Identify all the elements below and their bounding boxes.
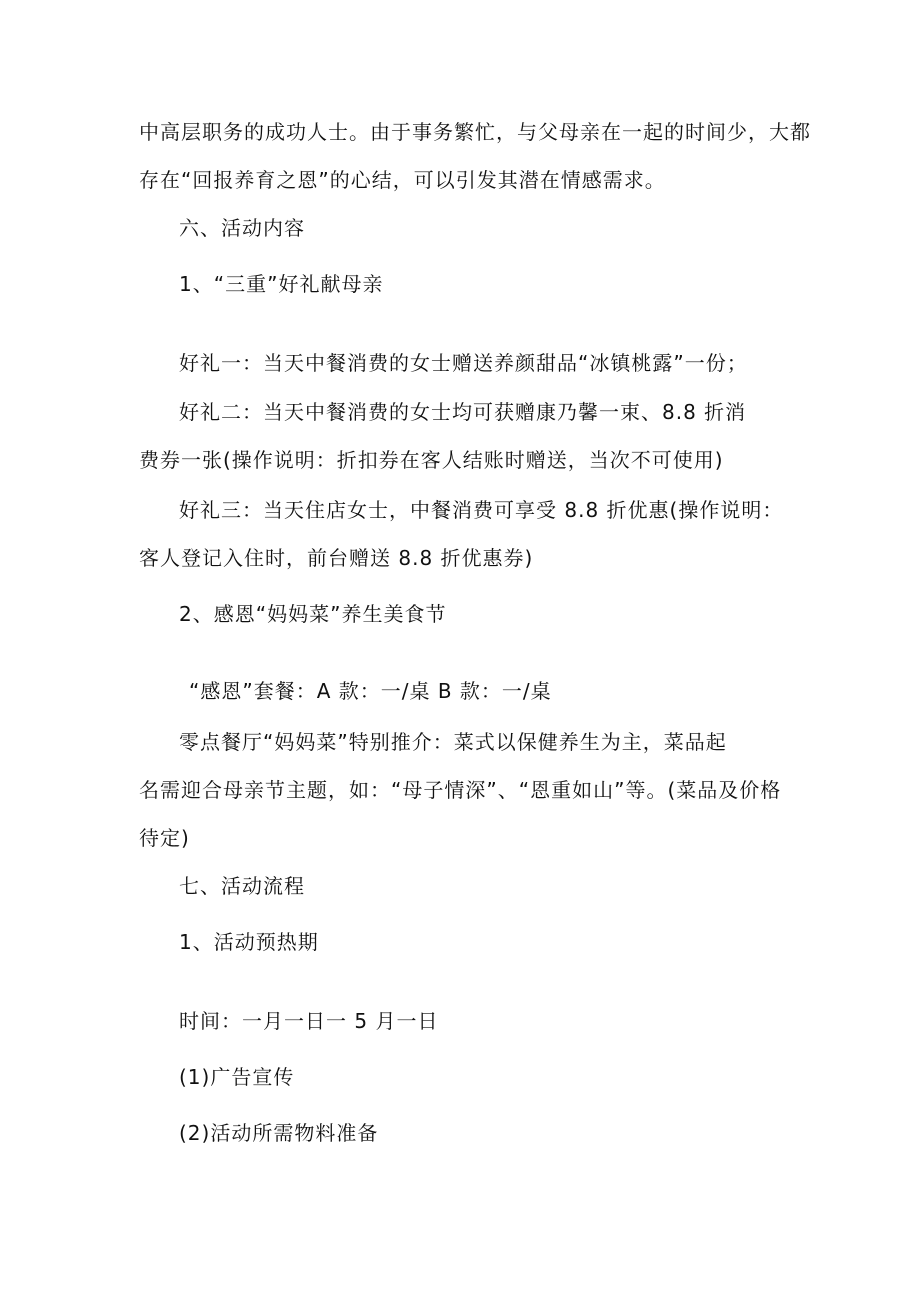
paragraph-line: 客人登记入住时，前台赠送 8.8 折优惠券) — [139, 546, 534, 570]
paragraph-line: 零点餐厅“妈妈菜”特别推介：菜式以保健养生为主，菜品起 — [179, 730, 727, 754]
paragraph-line: 待定) — [139, 826, 190, 850]
paragraph-line: 费券一张(操作说明：折扣券在客人结账时赠送，当次不可使用) — [139, 448, 724, 472]
section-heading: 六、活动内容 — [179, 216, 305, 240]
paragraph-line: 好礼一：当天中餐消费的女士赠送养颜甜品“冰镇桃露”一份； — [179, 351, 748, 375]
paragraph-line: 好礼二：当天中餐消费的女士均可获赠康乃馨一束、8.8 折消 — [179, 400, 747, 424]
subsection-heading: 1、活动预热期 — [179, 930, 319, 954]
section-heading: 七、活动流程 — [179, 874, 305, 898]
paragraph-line: 好礼三：当天住店女士，中餐消费可享受 8.8 折优惠(操作说明： — [179, 498, 784, 522]
paragraph-line: 中高层职务的成功人士。由于事务繁忙，与父母亲在一起的时间少，大都 — [139, 120, 811, 144]
subsection-heading: 2、感恩“妈妈菜”养生美食节 — [179, 602, 447, 626]
list-item: (2)活动所需物料准备 — [179, 1121, 379, 1145]
list-item: (1)广告宣传 — [179, 1065, 295, 1089]
paragraph-line: “感恩”套餐：A 款：一/桌 B 款：一/桌 — [189, 679, 552, 703]
subsection-heading: 1、“三重”好礼献母亲 — [179, 272, 384, 296]
paragraph-line: 存在“回报养育之恩”的心结，可以引发其潜在情感需求。 — [139, 168, 666, 192]
paragraph-line: 时间：一月一日一 5 月一日 — [179, 1009, 439, 1033]
paragraph-line: 名需迎合母亲节主题，如：“母子情深”、“恩重如山”等。(菜品及价格 — [139, 778, 782, 802]
